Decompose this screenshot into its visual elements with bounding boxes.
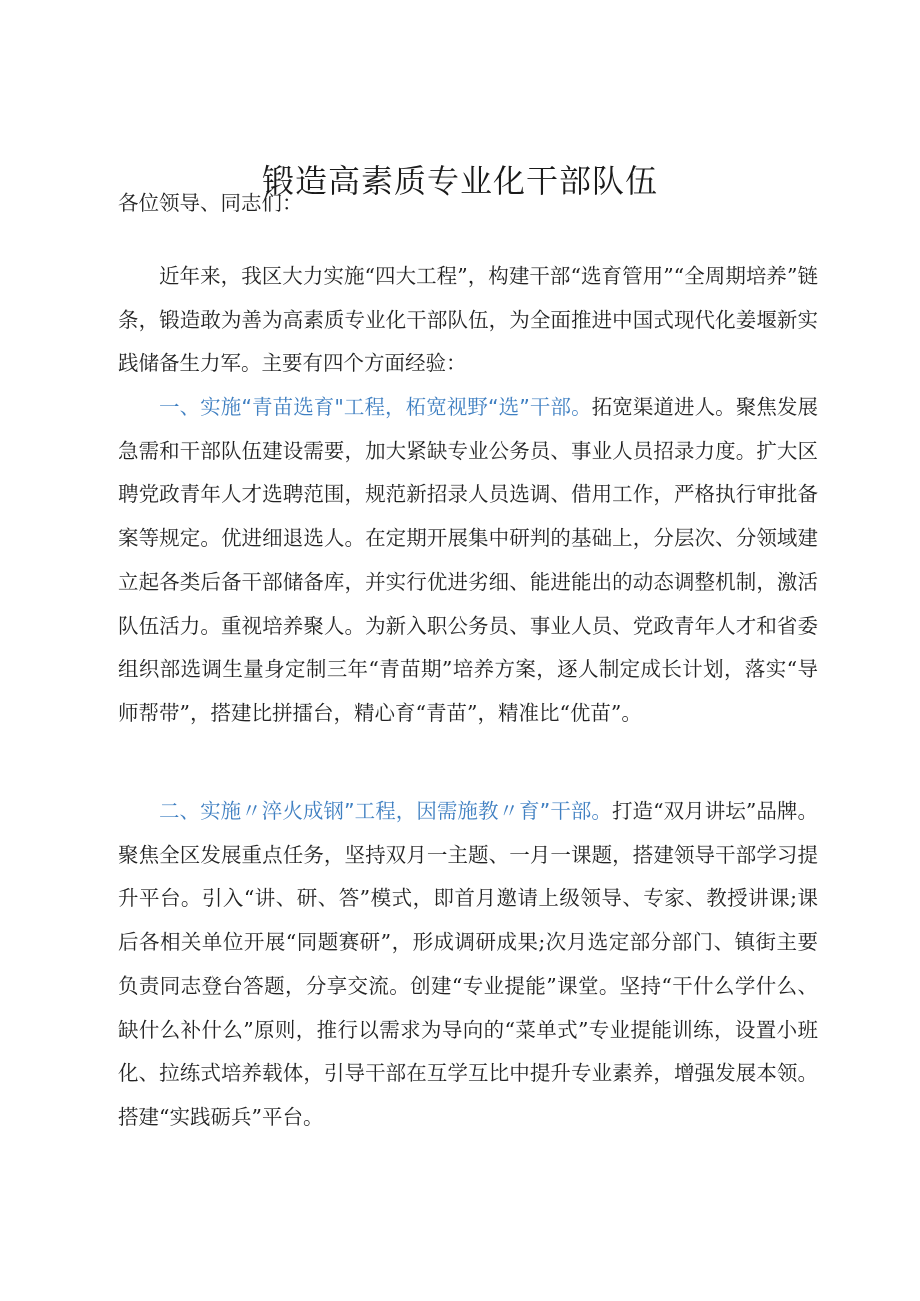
salutation: 各位领导、同志们： (118, 191, 303, 215)
section-one-heading: 一、实施“青苗选育"工程，柘宽视野“选”干部。 (159, 395, 592, 419)
section-two-body: 打造“双月讲坛”品牌。聚焦全区发展重点任务，坚持双月一主题、一月一课题，搭建领导干部学习提升平台。引入“讲、研、答”模式，即首月邀请上级领导、专家、教授讲课;课后各相关单位开展“同题赛研”，形成调研成果;次月选定部分部门、镇街主要负责同志登台答题，分享交流。创建“专业提能”课堂。坚持“干什么学什么、缺什么补什么”原则，推行以需求为导向的“菜单式”专业提能训练，设置小班化、拉练式培养载体，引导干部在互学互比中提升专业素养，增强发展本领。搭建“实践砺兵”平台。 (118, 799, 818, 1129)
intro-paragraph: 近年来，我区大力实施“四大工程”，构建干部“选育管用”“全周期培养”链条，锻造敢为善为高素质专业化干部队伍，为全面推进中国式现代化姜堰新实践储备生力军。主要有四个方面经验： (118, 264, 818, 376)
section-one-body: 拓宽渠道进人。聚焦发展急需和干部队伍建设需要，加大紧缺专业公务员、事业人员招录力度。扩大区聘党政青年人才选聘范围，规范新招录人员选调、借用工作，严格执行审批备案等规定。优进细退选人。在定期开展集中研判的基础上，分层次、分领域建立起各类后备干部储备库，并实行优进劣细、能进能出的动态调整机制，激活队伍活力。重视培养聚人。为新入职公务员、事业人员、党政青年人才和省委组织部选调生量身定制三年“青苗期”培养方案，逐人制定成长计划，落实“导师帮带”，搭建比拼擂台，精心育“青苗”，精准比“优苗”。 (118, 395, 819, 725)
section-one-paragraph (118, 386, 818, 736)
section-two-paragraph (118, 790, 818, 1140)
section-two-heading: 二、实施〃淬火成钢”工程，因需施教〃育”干部。 (159, 799, 612, 823)
document-title: 锻造高素质专业化干部队伍 (261, 162, 658, 200)
